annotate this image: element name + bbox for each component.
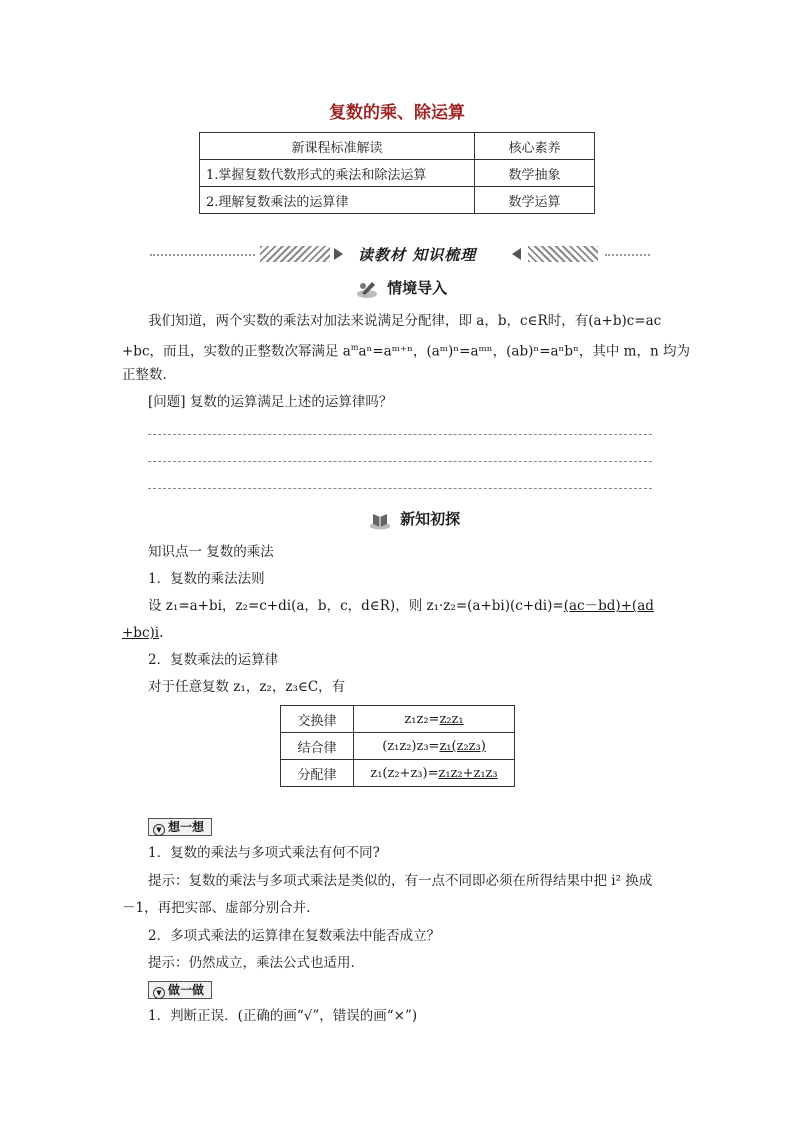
section-intro-heading	[356, 277, 447, 299]
table-row	[281, 706, 515, 733]
rule-line-2-end: .	[159, 625, 164, 641]
intro-paragraph-2: +bc，而且，实数的正整数次幂满足 $a^ma^n=aᵐ^{+n}$，(aᵐ)ⁿ=aᵐⁿ，(ab)ⁿ=aⁿbⁿ，其中 m，n 均为	[122, 343, 690, 360]
standard-cell: 1.掌握复数代数形式的乘法和除法运算	[200, 160, 475, 187]
do-tag	[148, 981, 212, 999]
think-tag	[148, 818, 212, 836]
arrow-left-icon	[512, 248, 521, 260]
law-name: 交换律	[281, 706, 354, 733]
rule-line-1-text: 设 z₁=a+bi，z₂=c+di(a，b，c，d∈R)，则 z₁·z₂=(a+bi)(c+di)=	[148, 598, 564, 614]
knowledge-point-title: 知识点一 复数的乘法	[148, 544, 274, 560]
law-formula	[354, 760, 515, 787]
section-intro-label: 情境导入	[387, 279, 448, 297]
header-literacy: 核心素养	[475, 133, 595, 160]
law-left: z₁(z₂+z₃)=	[370, 765, 439, 781]
think-answer-2: 提示：仍然成立，乘法公式也适用.	[148, 955, 355, 971]
law-formula	[354, 733, 515, 760]
table-header-row	[200, 133, 595, 160]
literacy-cell: 数学运算	[475, 187, 595, 214]
table-row	[281, 760, 515, 787]
table-row	[200, 160, 595, 187]
law-answer: z₁(z₂z₃)	[439, 738, 486, 754]
banner-dots-left	[150, 254, 255, 256]
rule-line-2	[122, 623, 163, 643]
intro-paragraph-3: 正整数.	[122, 367, 167, 383]
law-name: 结合律	[281, 733, 354, 760]
law-name: 分配律	[281, 760, 354, 787]
think-question-1: 1．复数的乘法与多项式乘法有何不同?	[148, 845, 380, 861]
do-question-1: 1．判断正误．(正确的画“√”，错误的画“×”)	[148, 1008, 418, 1024]
intro-question: [问题] 复数的运算满足上述的运算律吗？	[148, 394, 393, 410]
pen-icon	[356, 279, 378, 299]
laws-table	[280, 705, 515, 787]
header-standard: 新课程标准解读	[200, 133, 475, 160]
section-new-label: 新知初探	[400, 510, 461, 528]
rule-line-1	[148, 596, 654, 616]
book-icon	[369, 510, 391, 530]
answer-line	[148, 434, 652, 435]
banner-dots-right	[605, 254, 650, 256]
literacy-cell: 数学抽象	[475, 160, 595, 187]
law-left: z₁z₂=	[404, 711, 440, 727]
think-tag-label: 想一想	[168, 820, 205, 834]
table-row	[281, 733, 515, 760]
section-banner	[150, 243, 650, 267]
banner-stripe-right	[528, 246, 598, 262]
intro-power-laws: aⁿ=aᵐ⁺ⁿ，(aᵐ)ⁿ=aᵐⁿ，(ab)ⁿ=aⁿbⁿ，其中 m，n 均为	[358, 343, 690, 360]
arrow-right-icon	[334, 248, 343, 260]
think-answer-1-line-2: －1，再把实部、虚部分别合并.	[122, 900, 311, 916]
rule-answer-part-2: +bc)i	[122, 625, 160, 641]
standard-cell: 2.理解复数乘法的运算律	[200, 187, 475, 214]
laws-title: 2．复数乘法的运算律	[148, 652, 279, 668]
table-row	[200, 187, 595, 214]
do-tag-label: 做一做	[168, 983, 205, 997]
banner-label: 读教材 知识梳理	[358, 246, 477, 264]
section-new-heading	[369, 508, 460, 530]
page-title: 复数的乘、除运算	[329, 103, 465, 123]
intro-paragraph-1: 我们知道，两个实数的乘法对加法来说满足分配律，即 a，b，c∈R时，有(a+b)c=ac	[148, 313, 662, 329]
intro-paragraph-2-text: +bc，而且，实数的正整数次幂满足 a	[122, 343, 351, 360]
answer-line	[148, 461, 652, 462]
banner-stripe-left	[260, 246, 330, 262]
law-answer: z₂z₁	[439, 711, 464, 727]
rule-answer-part-1: (ac－bd)+(ad	[563, 598, 654, 614]
standards-table	[199, 132, 595, 214]
law-left: (z₁z₂)z₃=	[382, 738, 440, 754]
think-answer-1-line-1: 提示：复数的乘法与多项式乘法是类似的，有一点不同即必须在所得结果中把 i² 换成	[148, 873, 653, 889]
think-question-2: 2．多项式乘法的运算律在复数乘法中能否成立？	[148, 928, 441, 944]
chevron-down-icon: ▼	[153, 987, 165, 999]
rule-title: 1．复数的乘法法则	[148, 571, 265, 587]
answer-line	[148, 488, 652, 489]
law-formula	[354, 706, 515, 733]
chevron-down-icon: ▼	[153, 824, 165, 836]
laws-intro: 对于任意复数 z₁，z₂，z₃∈C，有	[148, 679, 346, 695]
law-answer: z₁z₂+z₁z₃	[438, 765, 498, 781]
